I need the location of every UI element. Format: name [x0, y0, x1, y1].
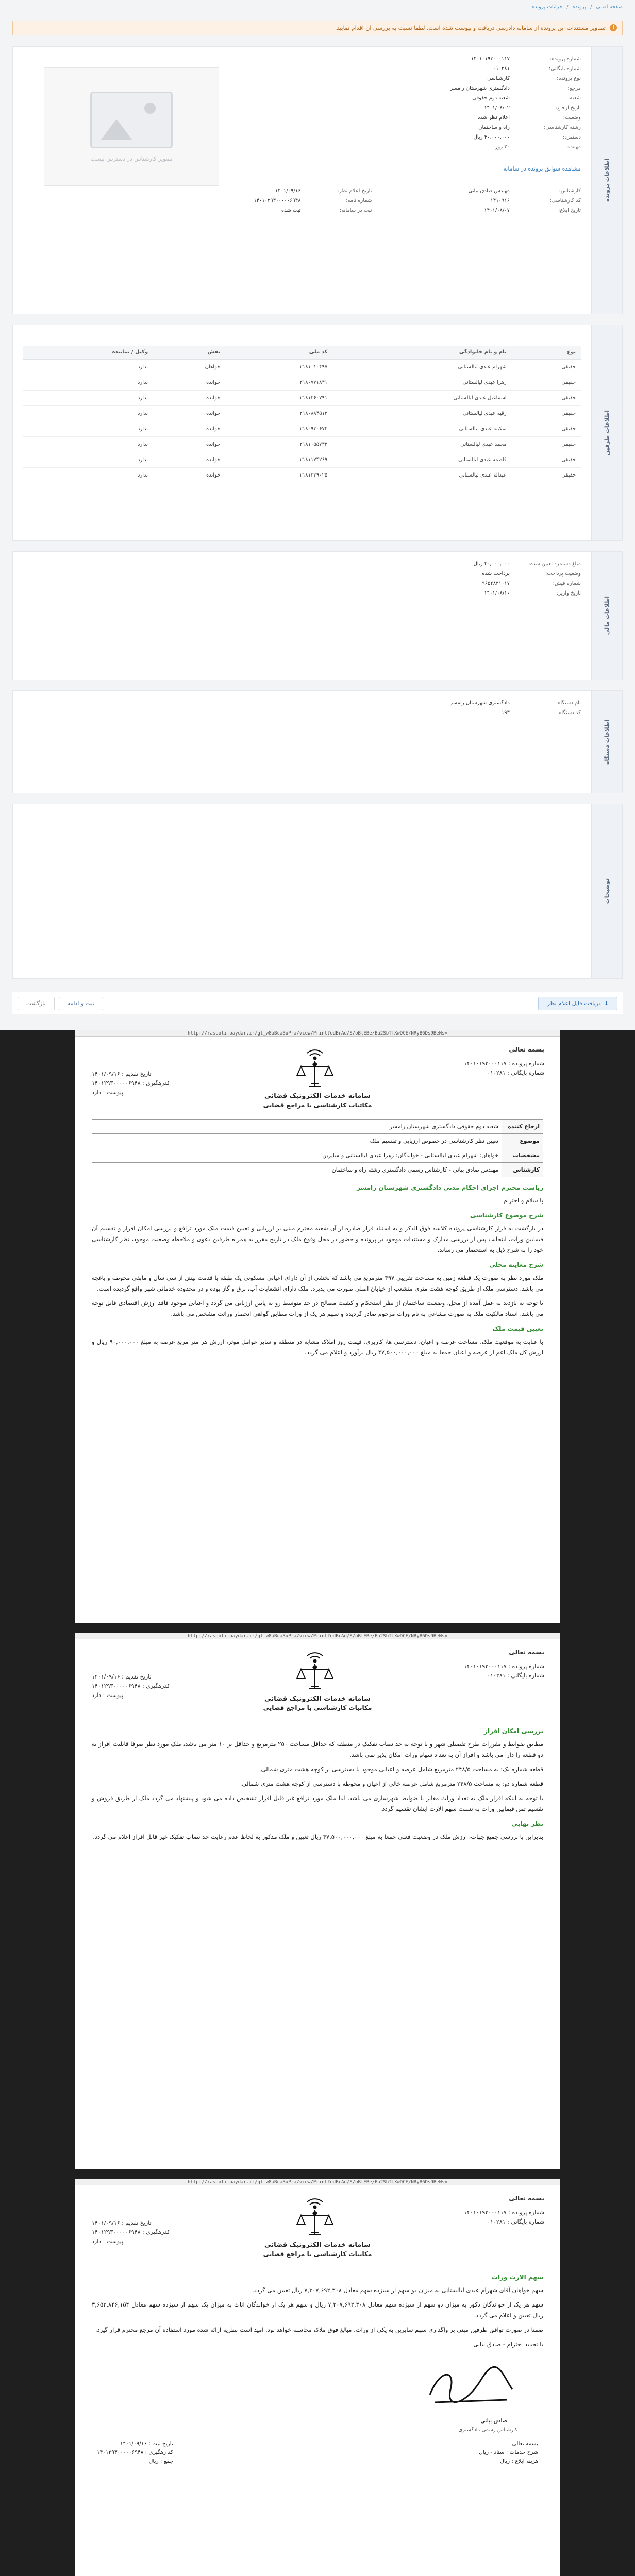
table-cell: ۲۱۸۱۱۷۴۲۶۹ — [225, 452, 332, 467]
doc-date: تاریخ تقدیم : ۱۴۰۱/۰۹/۱۶ — [92, 2219, 152, 2226]
financial-fields — [272, 559, 581, 598]
alert-text: تصاویر مستندات این پرونده از سامانه دادرسی دریافت و پیوست شده است. لطفا نسبت به بررسی آن اقدام نمایید. — [335, 24, 606, 31]
device-field-row — [272, 708, 581, 718]
receipt-right — [479, 2439, 538, 2466]
case-extra-field-label: کد کارشناسی: — [549, 198, 581, 204]
case-field-value: اعلام نظر شده — [477, 115, 510, 121]
case-field-label: وضعیت: — [563, 115, 581, 121]
print-url: http://rasooli.paydar.ir/gt_w8aBcaBuPra/view/Print?edBrAd/S/oBtEBe/Ba2SbTfXwDCE/NRyB6Ds9BeNs= — [75, 2179, 560, 2185]
handwritten-signature — [420, 2359, 523, 2415]
doc-section-title: سهم الارث وراث — [491, 2274, 543, 2281]
document-body — [75, 1717, 560, 1856]
case-extra-field-value: ثبت شده — [281, 208, 301, 213]
doc-case-numbers — [464, 1662, 544, 1681]
case-extra-field-label: کارشناس: — [559, 188, 581, 194]
action-buttons — [18, 997, 103, 1010]
device-section — [12, 690, 623, 793]
doc-case-no: شماره پرونده : ۱۴۰۱۰۱۹۳۰۰۰۱۱۷ — [464, 2209, 544, 2216]
table-row[interactable] — [23, 390, 581, 405]
case-field-row — [333, 74, 581, 83]
table-row[interactable] — [23, 375, 581, 390]
table-cell: رقیه عبدی لیالستانی — [332, 405, 511, 421]
doc-paragraph: سهم هر یک از خواندگان ذکور به میزان دو سهم از سیزده سهم معادل ۷,۳۰۷,۶۹۲,۳۰۸ ریال و سهم هر یک از خواندگان اناث به میزان یک سهم از سیزده سهم معادل ۳,۶۵۳,۸۴۶,۱۵۴ ریال تعیین و اعلام می گردد. — [92, 2301, 543, 2319]
device-field-value: دادگستری شهرستان رامسر — [450, 700, 510, 706]
case-field-row — [333, 142, 581, 152]
financial-field-row — [272, 569, 581, 579]
table-cell: ندارد — [23, 452, 153, 467]
judiciary-emblem-icon — [292, 1046, 338, 1092]
doc-date: تاریخ تقدیم : ۱۴۰۱/۰۹/۱۶ — [92, 1673, 152, 1680]
table-cell: خواهان — [153, 359, 225, 375]
emblem-wrapper — [292, 1046, 338, 1092]
device-field-label: نام دستگاه: — [556, 700, 581, 706]
submit-button[interactable]: ثبت و ادامه — [59, 997, 103, 1010]
case-field-value: ۰۱۰۲۸۱ — [493, 66, 510, 72]
document-body — [75, 2263, 560, 2479]
doc-bism: بسمه تعالی — [509, 2195, 544, 2202]
case-field-row — [333, 113, 581, 123]
doc-paragraph: مطابق ضوابط و مقررات طرح تفصیلی شهر و با توجه به حد نصاب تفکیک در منطقه که حداقل مساحت ۲۵۰ مترمربع و حداقل بر ۱۰ متر می باشد، ملک مورد نظر صرفا قابلیت افراز به دو قطعه را دارا می باشد و افراز آن به تعداد سهام وراث امکان پذیر نمی باشد. — [92, 1740, 544, 1758]
case-field-value: ۱۴۰۱/۰۸/۰۲ — [484, 105, 510, 111]
doc-date: تاریخ تقدیم : ۱۴۰۱/۰۹/۱۶ — [92, 1071, 152, 1077]
case-field-label: مرجع: — [567, 86, 581, 91]
doc-attach: پیوست : دارد — [92, 2238, 123, 2245]
doc-section-title: تعیین قیمت ملک — [492, 1325, 543, 1332]
table-cell-label: موضوع — [502, 1134, 543, 1148]
financial-field-value: ۴۰,۰۰۰,۰۰۰ ریال — [473, 561, 510, 567]
table-cell: حقیقی — [512, 390, 581, 405]
doc-org-title: سامانه خدمات الکترونیک قضائی — [264, 1695, 371, 1703]
case-field-value: راه و ساختمان — [478, 125, 510, 130]
case-field-value: ۴۰,۰۰۰,۰۰۰ ریال — [473, 134, 510, 140]
document-body — [75, 1114, 560, 1372]
receipt-line: هزینه ابلاغ : ریال — [500, 2458, 538, 2464]
doc-addressee: ریاست محترم اجرای احکام مدنی دادگستری شهرستان رامسر — [356, 1184, 543, 1191]
doc-section-title: شرح موضوع کارشناسی — [470, 1212, 543, 1219]
action-bar — [12, 992, 623, 1014]
case-extra-field-value: مهندس صادق بیانی — [468, 188, 510, 194]
table-cell: ۲۱۸۱۳۳۹۰۲۵ — [225, 467, 332, 483]
parties-column-header: نقش — [153, 346, 225, 359]
table-cell: ندارد — [23, 375, 153, 390]
table-cell-value: خواهان: شهرام عبدی لیالستانی - خواندگان: زهرا عبدی لیالستانی و سایرین — [92, 1148, 502, 1163]
doc-org-title: سامانه خدمات الکترونیک قضائی — [264, 2241, 371, 2249]
print-url: http://rasooli.paydar.ir/gt_w8aBcaBuPra/view/Print?edBrAd/S/oBtEBe/Ba2SbTfXwDCE/NRyB6Ds9BeNs= — [75, 1030, 560, 1037]
doc-paragraph: قطعه شماره دو: به مساحت ۲۴۸/۵ مترمربع شامل عرصه خالی از اعیان و محوطه با دسترسی از کوچه هشت متری شمالی. — [240, 1780, 543, 1787]
notes-section — [12, 804, 623, 979]
table-cell: اسماعیل عبدی لیالستانی — [332, 390, 511, 405]
document-letterhead — [75, 1639, 560, 1717]
table-cell: خوانده — [153, 421, 225, 436]
info-alert — [12, 21, 623, 35]
table-cell: خوانده — [153, 436, 225, 452]
table-cell: ۲۱۸۱۰۱۰۴۹۷ — [225, 359, 332, 375]
table-cell: ندارد — [23, 359, 153, 375]
doc-org-subtitle: مکاتبات کارشناسی با مراجع قضایی — [263, 1101, 372, 1109]
breadcrumb-cases[interactable]: پرونده — [572, 4, 587, 10]
breadcrumb-home[interactable]: صفحه اصلی — [596, 4, 623, 10]
case-field-value: دادگستری شهرستان رامسر — [450, 86, 510, 91]
case-extra-field-row — [378, 206, 581, 215]
download-icon: ⬇ — [604, 1000, 609, 1007]
case-history-link[interactable]: مشاهده سوابق پرونده در سامانه — [503, 165, 581, 172]
device-field-label: کد دستگاه: — [557, 710, 581, 716]
financial-section — [12, 551, 623, 680]
case-extra-field-value: ۱۴۰۱۰۲۹۳۰۰۰۰۰۶۹۴۸ — [254, 198, 301, 204]
case-field-label: نوع پرونده: — [557, 76, 581, 81]
photo-caption: تصویر کارشناس در دسترس نیست — [90, 155, 173, 162]
table-cell: ندارد — [23, 467, 153, 483]
case-field-value: کارشناسی — [487, 76, 510, 81]
table-cell: خوانده — [153, 405, 225, 421]
case-extra-field-row — [378, 196, 581, 206]
parties-section — [12, 325, 623, 541]
document-viewer[interactable] — [0, 1030, 635, 2576]
case-field-label: دستمزد: — [563, 134, 581, 140]
table-cell-value: شعبه دوم حقوقی دادگستری شهرستان رامسر — [92, 1120, 502, 1134]
device-tab: اطلاعات دستگاه — [591, 691, 622, 793]
signature-block — [92, 2353, 543, 2436]
financial-field-value: ۹۶۵۲۸۲۱۰۱۷ — [482, 581, 510, 586]
doc-case-no: شماره پرونده : ۱۴۰۱۰۱۹۳۰۰۰۱۱۷ — [464, 1060, 544, 1067]
table-cell: حقیقی — [512, 421, 581, 436]
case-extra-field-value: ۱۴۰۱/۰۸/۰۷ — [484, 208, 510, 213]
table-cell: خوانده — [153, 452, 225, 467]
doc-tracking: کدرهگیری : ۱۴۰۱۲۹۳۰۰۰۰۰۶۹۴۸ — [92, 1080, 170, 1087]
case-extra-field-label: شماره نامه: — [346, 198, 372, 204]
table-cell: ندارد — [23, 390, 153, 405]
financial-field-label: تاریخ واریز: — [556, 590, 581, 596]
parties-column-header: کد ملی — [225, 346, 332, 359]
table-cell-value: تعیین نظر کارشناسی در خصوص ارزیابی و تقسیم ملک — [92, 1134, 502, 1148]
doc-paragraph: با تجدید احترام - صادق بیانی — [473, 2341, 543, 2348]
table-cell: حقیقی — [512, 467, 581, 483]
case-field-label: مهلت: — [567, 144, 581, 150]
case-field-label: تاریخ ارجاع: — [555, 105, 581, 111]
document-letterhead — [75, 1037, 560, 1114]
table-cell: ندارد — [23, 421, 153, 436]
receipt-line: شرح خدمات : ستاد - ریال — [479, 2449, 538, 2455]
doc-paragraph: با توجه به بازدید به عمل آمده از محل، وضعیت ساختمان از نظر استحکام و کیفیت مصالح در حد متوسط رو به پایین ارزیابی می گردد و اعیانی موجود فاقد ارزش اقتصادی قابل توجه می باشد. اسناد مالکیت ملک به صورت مشاعی به نام وراث مرحوم صادر گردیده و سهم هر یک از وراث مطابق گواهی انحصار وراثت مشخص می باشد. — [92, 1299, 543, 1317]
document-page — [75, 1030, 560, 1623]
parties-column-header: نوع — [512, 346, 581, 359]
case-field-row — [333, 64, 581, 74]
case-extra-field-row — [378, 186, 581, 196]
case-field-value: شعبه دوم حقوقی — [472, 95, 510, 101]
case-field-row — [333, 93, 581, 103]
financial-field-value: پرداخت شده — [482, 571, 510, 577]
financial-field-value: ۱۴۰۱/۰۸/۱۰ — [484, 590, 510, 596]
doc-bism: بسمه تعالی — [509, 1046, 544, 1053]
table-cell: سکینه عبدی لیالستانی — [332, 421, 511, 436]
table-cell: حقیقی — [512, 452, 581, 467]
doc-org-subtitle: مکاتبات کارشناسی با مراجع قضایی — [263, 1704, 372, 1711]
document-page — [75, 1633, 560, 2169]
table-row[interactable] — [23, 467, 581, 483]
case-field-value: ۳۰ روز — [495, 144, 510, 150]
doc-header-table — [92, 1119, 543, 1177]
case-field-row — [333, 103, 581, 113]
case-field-value: ۱۴۰۱۰۱۹۳۰۰۰۱۱۷ — [471, 56, 510, 62]
table-cell: ۲۱۸۱۰۵۵۷۳۳ — [225, 436, 332, 452]
device-fields — [272, 698, 581, 718]
financial-field-label: وضعیت پرداخت: — [545, 571, 581, 577]
table-cell: ۲۱۸۰۷۷۱۸۳۱ — [225, 375, 332, 390]
doc-tracking: کدرهگیری : ۱۴۰۱۲۹۳۰۰۰۰۰۶۹۴۸ — [92, 1683, 170, 1689]
table-row[interactable] — [23, 359, 581, 375]
table-cell: ندارد — [23, 405, 153, 421]
expert-photo-placeholder — [44, 67, 219, 186]
parties-table-head — [23, 346, 581, 359]
device-field-row — [272, 698, 581, 708]
table-row[interactable] — [23, 452, 581, 467]
financial-tab: اطلاعات مالی — [591, 552, 622, 680]
case-info-section — [12, 46, 623, 314]
doc-paragraph: سهم خواهان آقای شهرام عبدی لیالستانی به میزان دو سهم از سیزده سهم معادل ۷,۳۰۷,۶۹۲,۳۰۸ ریال تعیین می گردد. — [252, 2286, 543, 2294]
table-cell-label: کارشناس — [502, 1163, 543, 1177]
case-field-label: رشته کارشناسی: — [544, 125, 581, 130]
doc-org-subtitle: مکاتبات کارشناسی با مراجع قضایی — [263, 2250, 372, 2258]
doc-paragraph: ضمنا در صورت توافق طرفین مبنی بر واگذاری سهم سایرین به یکی از وراث، مبالغ فوق ملاک محاسبه خواهد بود. امید است نظریه ارائه شده مورد استفاده آن مرجع محترم قرار گیرد. — [95, 2326, 543, 2333]
case-extra-field-row — [169, 206, 372, 215]
image-placeholder-icon — [90, 92, 173, 148]
doc-paragraph: با عنایت به موقعیت ملک، مساحت عرصه و اعیان، دسترسی ها، کاربری، قیمت روز املاک مشابه در منطقه و سایر عوامل موثر، ارزش هر متر مربع عرصه به مبلغ ۹۰,۰۰۰,۰۰۰ ریال و ارزش کل ملک اعم از عرصه و اعیان جمعا به مبلغ ۴۷,۵۰۰,۰۰۰,۰۰۰ ریال برآورد و اعلام می گردد. — [92, 1338, 543, 1356]
case-extra-field-label: تاریخ اعلام نظر: — [337, 188, 372, 194]
case-field-row — [333, 83, 581, 93]
breadcrumb-current: جزئیات پرونده — [531, 4, 563, 10]
case-extra-fields — [169, 186, 581, 215]
doc-paragraph: قطعه شماره یک: به مساحت ۲۴۸/۵ مترمربع شامل عرصه و اعیانی موجود با دسترسی از کوچه هشت متری شمالی. — [259, 1766, 543, 1773]
table-row[interactable] — [23, 421, 581, 436]
table-cell: خوانده — [153, 375, 225, 390]
back-button[interactable]: بازگشت — [18, 997, 55, 1010]
case-detail-panel — [0, 0, 635, 1030]
doc-tracking: کدرهگیری : ۱۴۰۱۲۹۳۰۰۰۰۰۶۹۴۸ — [92, 2229, 170, 2235]
doc-archive-no: شماره بایگانی : ۰۱۰۲۸۱ — [487, 1070, 544, 1076]
judiciary-emblem-icon — [292, 2195, 338, 2241]
financial-field-row — [272, 588, 581, 598]
doc-org-title: سامانه خدمات الکترونیک قضائی — [264, 1092, 371, 1100]
table-cell: شهرام عبدی لیالستانی — [332, 359, 511, 375]
table-cell: حقیقی — [512, 375, 581, 390]
download-file-button[interactable]: ⬇ دریافت فایل اعلام نظر — [538, 997, 617, 1010]
table-cell: خوانده — [153, 467, 225, 483]
case-extra-field-row — [169, 196, 372, 206]
emblem-wrapper — [292, 1649, 338, 1695]
table-cell-label: ارجاع کننده — [502, 1120, 543, 1134]
parties-tab: اطلاعات طرفین — [591, 325, 622, 540]
financial-field-label: مبلغ دستمزد تعیین شده: — [528, 561, 581, 567]
notes-tab: توضیحات — [591, 804, 622, 978]
document-page — [75, 2179, 560, 2576]
doc-paragraph: با توجه به اینکه افراز ملک به تعداد وراث مغایر با ضوابط شهرسازی می باشد، لذا ملک مورد ترافع غیر قابل افراز تشخیص داده می شود و پیشنهاد می گردد ملک از طریق فروش و تقسیم ثمن فیمابین وراث به نسبت سهم الارث ایشان تقسیم گردد. — [92, 1794, 543, 1812]
doc-section-title: بررسی امکان افراز — [484, 1727, 543, 1735]
table-cell: ۲۱۸۰۸۸۴۵۱۲ — [225, 405, 332, 421]
table-cell-value: مهندس صادق بیانی - کارشناس رسمی دادگستری رشته راه و ساختمان — [92, 1163, 502, 1177]
parties-table-body — [23, 359, 581, 483]
table-cell: عبداله عبدی لیالستانی — [332, 467, 511, 483]
receipt-line: بسمه تعالی — [512, 2441, 538, 2447]
parties-column-header: نام و نام خانوادگی — [332, 346, 511, 359]
table-row — [92, 1134, 543, 1148]
doc-greeting: با سلام و احترام — [503, 1197, 543, 1204]
case-extra-field-value: ۱۴۰۱/۰۹/۱۶ — [275, 188, 301, 194]
doc-paragraph: ملک مورد نظر به صورت یک قطعه زمین به مساحت تقریبی ۴۹۷ مترمربع می باشد که بخشی از آن دارای اعیانی مسکونی یک طبقه با قدمت بیش از سی سال و مابقی محوطه و باغچه می باشد. دسترسی ملک از طریق کوچه هشت متری منشعب از خیابان اصلی صورت می پذیرد. ملک دارای انشعابات آب، برق و گاز بوده و در محدوده خدماتی شهر واقع گردیده است. — [92, 1274, 543, 1292]
receipt-left — [97, 2439, 173, 2466]
case-info-tab: اطلاعات پرونده — [591, 47, 622, 314]
breadcrumb: صفحه اصلی / پرونده / جزئیات پرونده — [531, 4, 623, 10]
table-cell: فاطمه عبدی لیالستانی — [332, 452, 511, 467]
doc-case-numbers — [464, 2208, 544, 2227]
case-extra-field-label: تاریخ ابلاغ: — [558, 208, 581, 213]
doc-attach: پیوست : دارد — [92, 1089, 123, 1096]
warning-icon: ! — [610, 24, 617, 31]
table-cell-label: مشخصات — [502, 1148, 543, 1163]
doc-attach: پیوست : دارد — [92, 1692, 123, 1699]
doc-bism: بسمه تعالی — [509, 1649, 544, 1656]
table-cell: ۲۱۸۰۹۳۰۶۷۴ — [225, 421, 332, 436]
table-row[interactable] — [23, 436, 581, 452]
signer-name: صادق بیانی — [480, 2417, 507, 2424]
table-row — [92, 1120, 543, 1134]
table-cell: ندارد — [23, 436, 153, 452]
receipt-line: جمع : ریال — [148, 2458, 173, 2464]
device-field-value: ۱۹۳ — [501, 710, 510, 716]
doc-section-title: نظر نهایی — [511, 1820, 543, 1827]
receipt-summary — [92, 2436, 543, 2469]
table-cell: حقیقی — [512, 405, 581, 421]
table-row — [92, 1148, 543, 1163]
judiciary-emblem-icon — [292, 1649, 338, 1695]
signer-title: کارشناس رسمی دادگستری — [458, 2427, 517, 2433]
case-field-row — [333, 132, 581, 142]
table-cell: زهرا عبدی لیالستانی — [332, 375, 511, 390]
table-cell: حقیقی — [512, 436, 581, 452]
doc-section-title: شرح معاینه محلی — [489, 1261, 543, 1268]
case-extra-field-label: ثبت در سامانه: — [339, 208, 372, 213]
case-field-row — [333, 123, 581, 132]
case-field-row — [333, 54, 581, 64]
doc-paragraph: بنابراین با بررسی جمیع جهات، ارزش ملک در وضعیت فعلی جمعا به مبلغ ۴۷,۵۰۰,۰۰۰,۰۰۰ ریال تعیین و ملک مذکور به لحاظ عدم رعایت حد نصاب تفکیک غیر قابل افراز اعلام می گردد. — [93, 1833, 543, 1840]
table-row — [92, 1163, 543, 1177]
case-field-label: شماره پرونده: — [549, 56, 581, 62]
doc-paragraph: در بازگشت به قرار کارشناسی پرونده کلاسه فوق الذکر و به استناد قرار صادره از آن شعبه محترم مبنی بر ارزیابی و تعیین قیمت ملک مورد ترافع و بررسی امکان افراز و تقسیم آن فیمابین وراث، اینجانب پس از بررسی مدارک و مستندات موجود در پرونده و حضور در محل وقوع ملک در تاریخ مقرر به همراه طرفین دعوی و ملاحظه وضعیت موجود، نظر کارشناسی خود را به شرح ذیل به استحضار می رساند. — [92, 1225, 543, 1253]
parties-column-header: وکیل / نماینده — [23, 346, 153, 359]
case-fields — [333, 54, 581, 152]
table-cell: حقیقی — [512, 359, 581, 375]
case-field-label: شعبه: — [568, 95, 581, 101]
emblem-wrapper — [292, 2195, 338, 2241]
doc-case-no: شماره پرونده : ۱۴۰۱۰۱۹۳۰۰۰۱۱۷ — [464, 1663, 544, 1670]
parties-table — [23, 346, 581, 483]
table-cell: محمد عبدی لیالستانی — [332, 436, 511, 452]
receipt-line: تاریخ ثبت : ۱۴۰۱/۰۹/۱۶ — [120, 2441, 173, 2447]
doc-archive-no: شماره بایگانی : ۰۱۰۲۸۱ — [487, 1672, 544, 1679]
financial-field-row — [272, 579, 581, 588]
doc-archive-no: شماره بایگانی : ۰۱۰۲۸۱ — [487, 2218, 544, 2225]
table-cell: خوانده — [153, 390, 225, 405]
financial-field-label: شماره فیش: — [553, 581, 581, 586]
case-extra-field-value: ۱۴۱۰۹۱۶ — [490, 198, 510, 204]
case-field-label: شماره بایگانی: — [548, 66, 581, 72]
table-cell: ۲۱۸۱۲۶۰۷۹۱ — [225, 390, 332, 405]
print-url: http://rasooli.paydar.ir/gt_w8aBcaBuPra/view/Print?edBrAd/S/oBtEBe/Ba2SbTfXwDCE/NRyB6Ds9BeNs= — [75, 1633, 560, 1639]
financial-field-row — [272, 559, 581, 569]
table-row[interactable] — [23, 405, 581, 421]
receipt-line: کد رهگیری : ۱۴۰۱۲۹۳۰۰۰۰۰۶۹۴۸ — [97, 2449, 173, 2455]
case-extra-field-row — [169, 186, 372, 196]
doc-case-numbers — [464, 1059, 544, 1078]
document-letterhead — [75, 2185, 560, 2263]
